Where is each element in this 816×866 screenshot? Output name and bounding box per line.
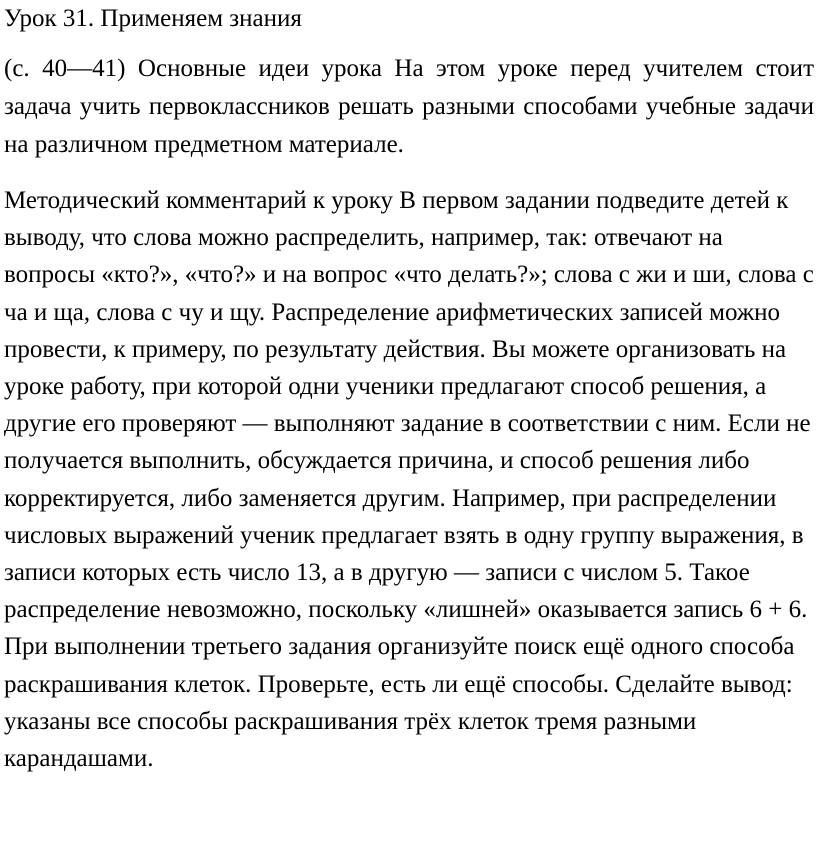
intro-paragraph: (с. 40—41) Основные идеи урока На этом уроке перед учителем стоит задача учить первоклассников решать разными способами учебные задачи на различном предметном материале. — [4, 55, 814, 158]
methodical-comment-paragraph: Методический комментарий к уроку В первом задании подведите детей к выводу, что слова можно распределить, например, так: отвечают на вопросы «кто?», «что?» и на вопрос «что делать?»; слова с жи и ши, слова с ча и ща, слова с чу и щу. Распределение арифметических записей можно провести, к примеру, по результату действия. Вы можете организовать на уроке работу, при которой одни ученики предлагают способ решения, а другие его проверяют — выполняют задание в соответствии с ним. Если не получается выполнить, обсуждается причина, и способ решения либо корректируется, либо заменяется другим. Например, при распределении числовых выражений ученик предлагает взять в одну группу выражения, в записи которых есть число 13, а в другую — записи с числом 5. Такое распределение невозможно, поскольку «лишней» оказывается запись 6 + 6. При выполнении третьего задания организуйте поиск ещё одного способа раскрашивания клеток. Проверьте, есть ли ещё способы. Сделайте вывод: указаны все способы раскрашивания трёх клеток тремя разными карандашами. — [4, 187, 814, 773]
lesson-title: Урок 31. Применяем знания — [4, 5, 302, 32]
